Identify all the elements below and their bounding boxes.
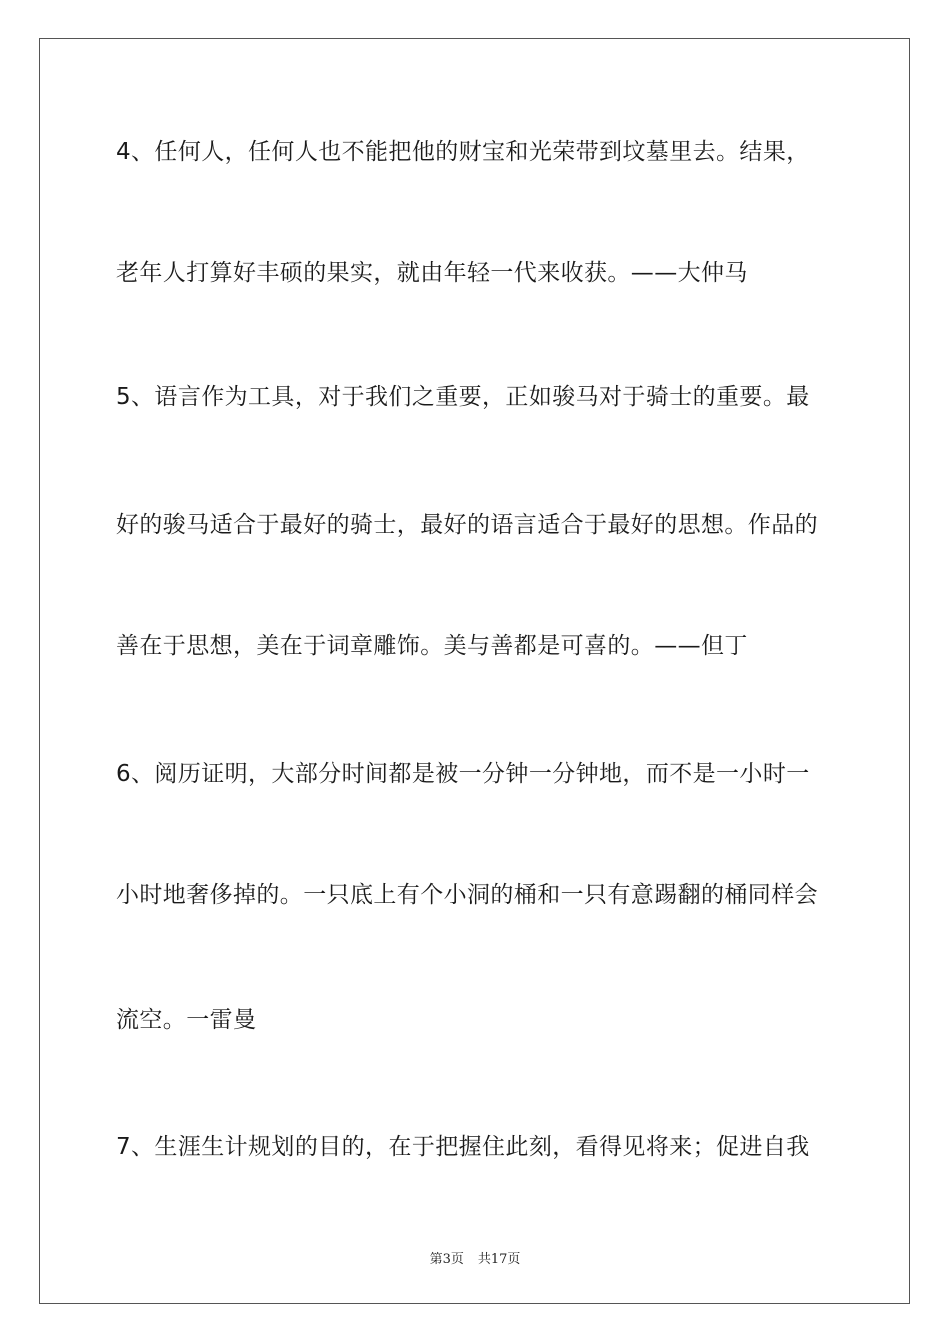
page-total: 共17页 (477, 1252, 521, 1267)
text-line-1: 4、任何人，任何人也不能把他的财宝和光荣带到坟墓里去。结果， (116, 139, 810, 165)
page-border (39, 38, 910, 1304)
text-line-8: 流空。一雷曼 (116, 1007, 257, 1033)
text-line-5: 善在于思想，美在于词章雕饰。美与善都是可喜的。——但丁 (116, 633, 748, 659)
page-footer (0, 1248, 950, 1267)
text-line-2: 老年人打算好丰硕的果实，就由年轻一代来收获。——大仲马 (116, 260, 748, 286)
text-line-9: 7、生涯生计规划的目的，在于把握住此刻，看得见将来；促进自我 (116, 1134, 810, 1160)
text-line-6: 6、阅历证明，大部分时间都是被一分钟一分钟地，而不是一小时一 (116, 761, 810, 787)
page-number: 第3页 (429, 1252, 464, 1267)
text-line-7: 小时地奢侈掉的。一只底上有个小洞的桶和一只有意踢翻的桶同样会 (116, 882, 818, 908)
text-line-3: 5、语言作为工具，对于我们之重要，正如骏马对于骑士的重要。最 (116, 384, 810, 410)
text-line-4: 好的骏马适合于最好的骑士，最好的语言适合于最好的思想。作品的 (116, 512, 818, 538)
